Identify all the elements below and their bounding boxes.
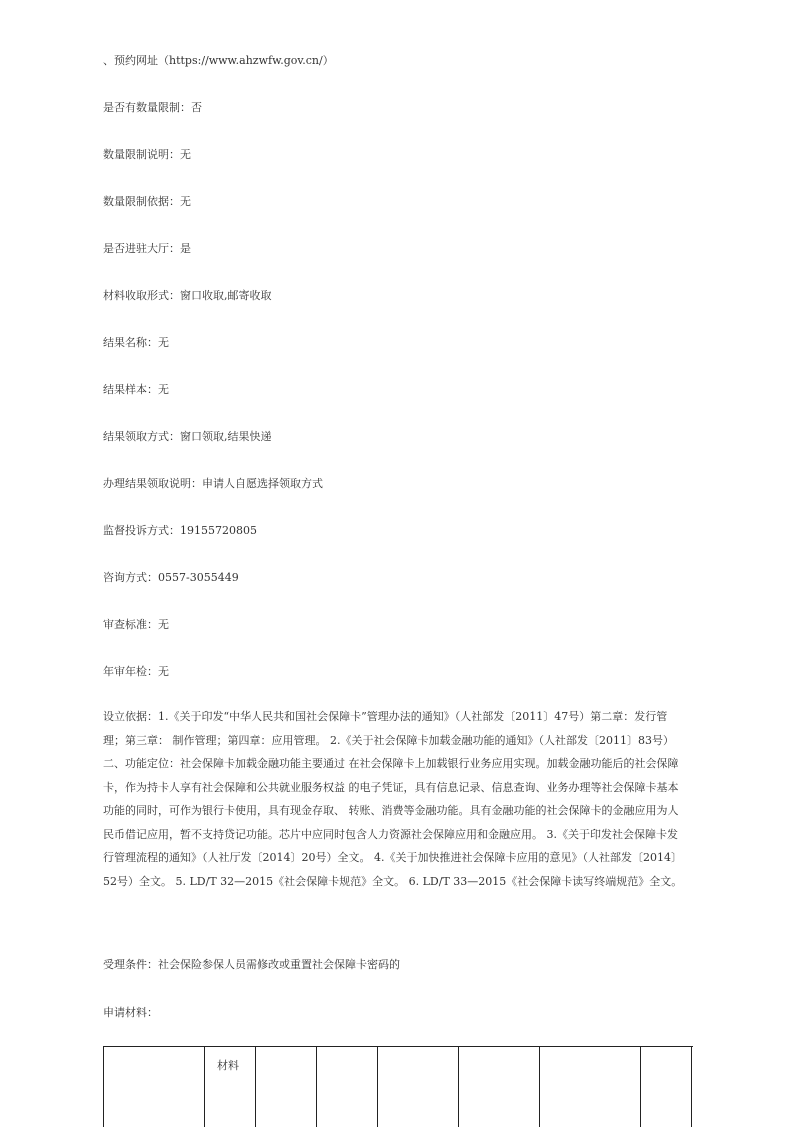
appointment-url-line: 、预约网址（https://www.ahzwfw.gov.cn/） [103, 54, 334, 67]
table-header-cell-material: 材料 [217, 1059, 239, 1072]
table-column [378, 1047, 459, 1127]
materials-table [103, 1046, 693, 1127]
annual-inspection-line: 年审年检：无 [103, 665, 169, 678]
table-column [205, 1047, 256, 1127]
material-collection-form-line: 材料收取形式：窗口收取,邮寄收取 [103, 289, 272, 302]
result-sample-line: 结果样本：无 [103, 383, 169, 396]
table-column [256, 1047, 317, 1127]
result-pickup-note-line: 办理结果领取说明：申请人自愿选择领取方式 [103, 477, 323, 490]
consultation-contact-line: 咨询方式：0557-3055449 [103, 571, 239, 584]
acceptance-condition-line: 受理条件：社会保险参保人员需修改或重置社会保障卡密码的 [103, 958, 400, 971]
hall-entry-line: 是否进驻大厅：是 [103, 242, 191, 255]
quantity-limit-line: 是否有数量限制：否 [103, 101, 202, 114]
table-column [540, 1047, 641, 1127]
table-column [641, 1047, 692, 1127]
table-column [459, 1047, 540, 1127]
legal-basis-paragraph [103, 705, 683, 893]
table-column [317, 1047, 378, 1127]
table-column [104, 1047, 205, 1127]
result-pickup-method-line: 结果领取方式：窗口领取,结果快递 [103, 430, 272, 443]
review-standard-line: 审查标准：无 [103, 618, 169, 631]
materials-label: 申请材料： [103, 1006, 158, 1019]
complaint-contact-line: 监督投诉方式：19155720805 [103, 524, 257, 537]
quantity-limit-basis-line: 数量限制依据：无 [103, 195, 191, 208]
result-name-line: 结果名称：无 [103, 336, 169, 349]
quantity-limit-description-line: 数量限制说明：无 [103, 148, 191, 161]
legal-basis-text: 设立依据：1.《关于印发“中华人民共和国社会保障卡”管理办法的通知》（人社部发〔2011〕47号）第二章：发行管理；第三章： 制作管理；第四章：应用管理。 2.《关于社会保障卡加载金融功能的通知》（人社部发〔2011〕83号）二、功能定位：社会保障卡加载金融功能主要通过 在社会保障卡上加载银行业务应用实现。加载金融功能后的社会保障卡，作为持卡人享有社会保障和公共就业服务权益 的电子凭证，具有信息记录、信息查询、业务办理等社会保障卡基本功能的同时，可作为银行卡使用，具有现金存取、 转账、消费等金融功能。具有金融功能的社会保障卡的金融应用为人民币借记应用，暂不支持贷记功能。芯片中应同时包含人力资源社会保障应用和金融应用。 3.《关于印发社会保障卡发行管理流程的通知》（人社厅发〔2014〕20号）全文。 4.《关于加快推进社会保障卡应用的意见》（人社部发〔2014〕52号）全文。 5. LD/T 32—2015《社会保障卡规范》全文。 6. LD/T 33—2015《社会保障卡读写终端规范》全文。 [103, 710, 683, 888]
